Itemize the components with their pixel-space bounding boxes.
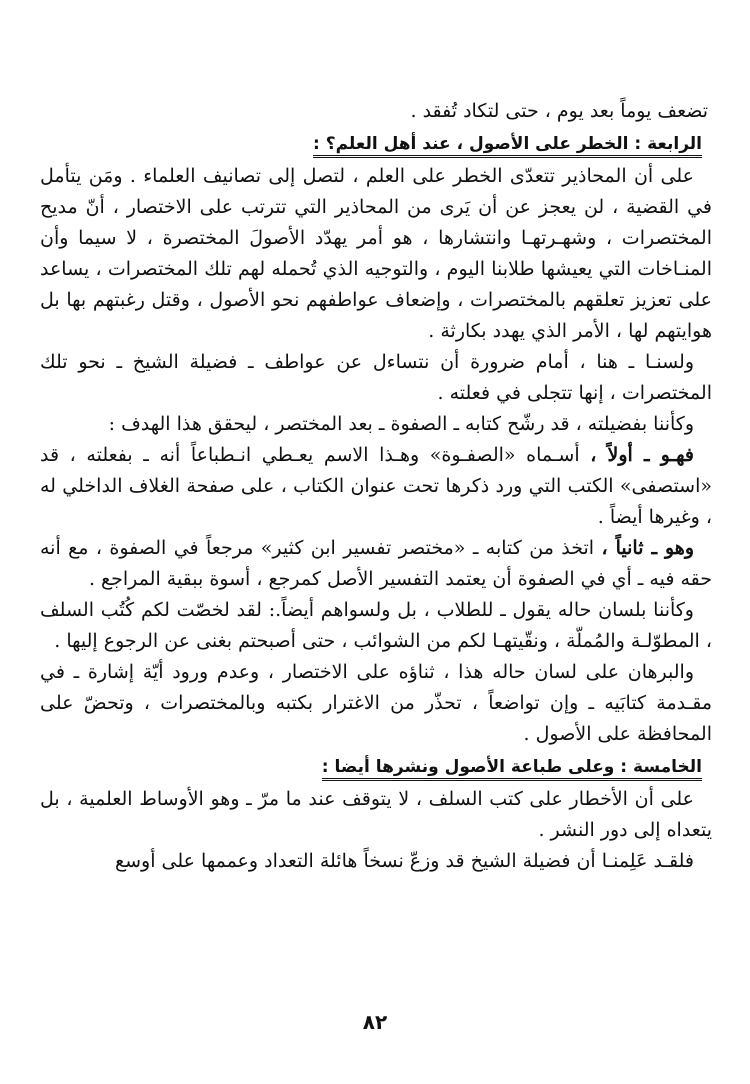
paragraph: [40, 784, 712, 846]
paragraph: [40, 595, 712, 657]
paragraph-text: تضعف يوماً بعد يوم ، حتى لتكاد تُفقد .: [410, 100, 708, 122]
paragraph-continuation: [40, 96, 712, 127]
paragraph: [40, 161, 712, 347]
heading-text: الرابعة : الخطر على الأصول ، عند أهل العلم؟ :: [313, 134, 702, 158]
paragraph: [40, 533, 712, 595]
page-number: ٨٢: [362, 1010, 388, 1034]
page-body: [40, 96, 712, 877]
paragraph-text: وكأننا بلسان حاله يقول ـ للطلاب ، بل ولسواهم أيضاً.: لقد لخصّت لكم كُتُب السلف ، المطوّلـة والمُملّة ، ونقّيتهـا لكم من الشوائب ، حتى أصبحتم بغنى عن الرجوع إليها .: [40, 599, 712, 652]
section-heading-fourth: [40, 130, 712, 158]
paragraph-text: اتخذ من كتابه ـ «مختصر تفسير ابن كثير» مرجعاً في الصفوة ، مع أنه حقه فيه ـ أي في الصفوة أن يعتمد التفسير الأصل كمرجع ، أسوة ببقية المراجع .: [40, 537, 712, 590]
paragraph-text: ولسنـا ـ هنا ، أمام ضرورة أن نتساءل عن عواطف ـ فضيلة الشيخ ـ نحو تلك المختصرات ، إنها تتجلى في فعلته .: [40, 351, 712, 404]
paragraph: [40, 657, 712, 750]
paragraph: [40, 409, 712, 440]
paragraph-text: وكأننا بفضيلته ، قد رشّح كتابه ـ الصفوة ـ بعد المختصر ، ليحقق هذا الهدف :: [108, 413, 694, 435]
paragraph-text: فلقـد عَلِمنـا أن فضيلة الشيخ قد وزعّ نسخاً هائلة التعداد وعممها على أوسع: [115, 850, 694, 872]
heading-text: الخامسة : وعلى طباعة الأصول ونشرها أيضا :: [322, 757, 702, 781]
section-heading-fifth: [40, 753, 712, 781]
paragraph: [40, 846, 712, 877]
paragraph-text: أسـماه «الصفـوة» وهـذا الاسم يعـطي انـطباعاً أنه ـ بفعلته ، قد «استصفى» الكتب التي ورد ذكرها تحت عنوان الكتاب ، على صفحة الغلاف الداخلي له ، وغيرها أيضاً .: [40, 444, 712, 528]
paragraph-lead: فهـو ـ أولاً ،: [590, 444, 694, 466]
paragraph-lead: وهو ـ ثانياً ،: [601, 537, 694, 559]
paragraph: [40, 440, 712, 533]
paragraph-text: والبرهان على لسان حاله هذا ، ثناؤه على الاختصار ، وعدم ورود أيّة إشارة ـ في مقـدمة كتابَيه ـ وإن تواضعاً ، تحذّر من الاغترار بكتبه وبالمختصرات ، وتحضّ على المحافظة على الأصول .: [40, 661, 712, 745]
paragraph-text: على أن المحاذير تتعدّى الخطر على العلم ، لتصل إلى تصانيف العلماء . ومَن يتأمل في القضية ، لن يعجز عن أن يَرى من المحاذير التي تترتب على الاختصار ، أنّ مديح المختصرات ، وشهـرتهـا وانتشارها ، هو أمر يهدّد الأصولَ المختصرة ، لا سيما وأن المنـاخات التي يعيشها طلابنا اليوم ، والتوجيه الذي تُحمله لهم تلك المختصرات ، يساعد على تعزيز تعلقهم بالمختصرات ، وإضعاف عواطفهم نحو الأصول ، وقتل رغبتهم بها بل هوايتهم لها ، الأمر الذي يهدد بكارثة .: [40, 165, 712, 342]
paragraph: [40, 347, 712, 409]
paragraph-text: على أن الأخطار على كتب السلف ، لا يتوقف عند ما مرّ ـ وهو الأوساط العلمية ، بل يتعداه إلى دور النشر .: [40, 788, 712, 841]
